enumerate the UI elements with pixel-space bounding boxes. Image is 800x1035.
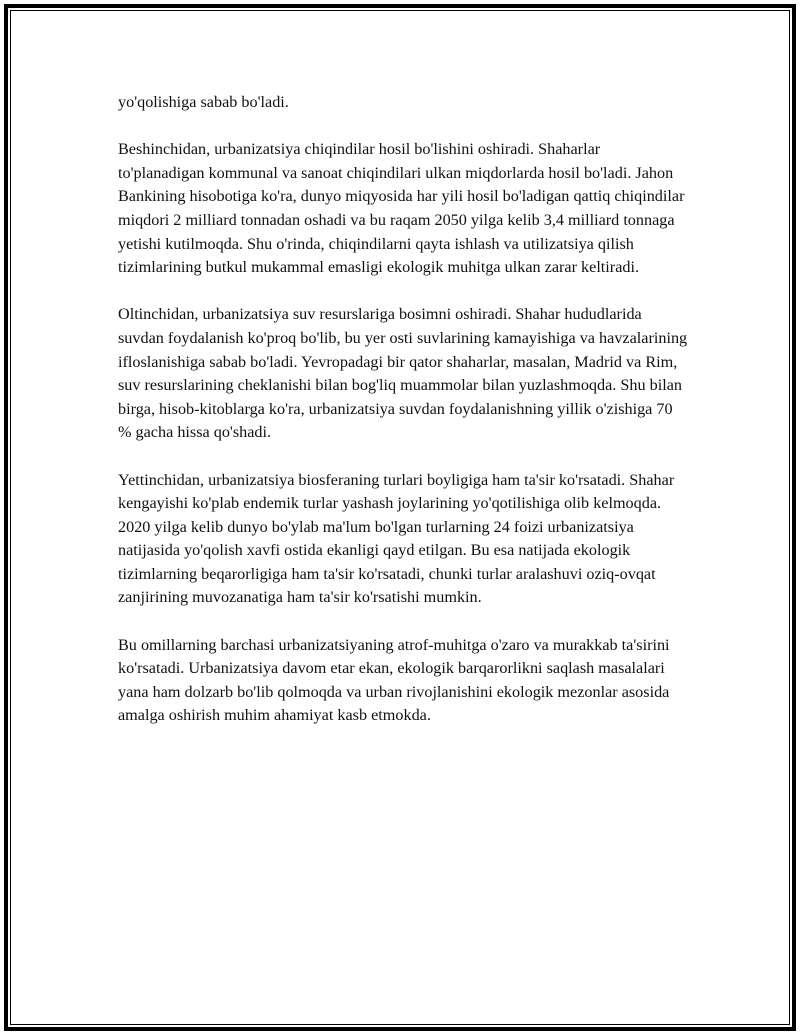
paragraph-seventh-factor: Yettinchidan, urbanizatsiya biosferaning turlari boyligiga ham ta'sir ko'rsatadi. Shahar kengayishi ko'plab endemik turlar yashash joylarining yo'qotilishiga olib kelmoqda. 2020 yilga kelib dunyo bo'ylab ma'lum bo'lgan turlarning 24 foizi urbanizatsiya natijasida yo'qolish xavfi ostida ekanligi qayd etilgan. Bu esa natijada ekologik tizimlarning beqarorligiga ham ta'sir ko'rsatadi, chunki turlar aralashuvi oziq-ovqat zanjirining muvozanatiga ham ta'sir ko'rsatishi mumkin.	[118, 470, 675, 607]
document-body	[118, 91, 690, 752]
paragraph-fifth-factor: Beshinchidan, urbanizatsiya chiqindilar hosil bo'lishini oshiradi. Shaharlar to'planadigan kommunal va sanoat chiqindilari ulkan miqdorlarda hosil bo'ladi. Jahon Bankining hisobotiga ko'ra, dunyo miqyosida har yili hosil bo'ladigan qattiq chiqindilar miqdori 2 milliard tonnadan oshadi va bu raqam 2050 yilga kelib 3,4 milliard tonnaga yetishi kutilmoqda. Shu o'rinda, chiqindilarni qayta ishlash va utilizatsiya qilish tizimlarining butkul mukammal emasligi ekologik muhitga ulkan zarar keltiradi.	[118, 140, 685, 277]
paragraph-conclusion: Bu omillarning barchasi urbanizatsiyaning atrof-muhitga o'zaro va murakkab ta'sirini ko'rsatadi. Urbanizatsiya davom etar ekan, ekologik barqarorlikni saqlash masalalari yana ham dolzarb bo'lib qolmoqda va urban rivojlanishini ekologik mezonlar asosida amalga oshirish muhim ahamiyat kasb etmokda.	[118, 635, 670, 725]
paragraph-sixth-factor: Oltinchidan, urbanizatsiya suv resurslariga bosimni oshiradi. Shahar hududlarida suvdan foydalanish ko'proq bo'lib, bu yer osti suvlarining kamayishiga va havzalarining ifloslanishiga sabab bo'ladi. Yevropadagi bir qator shaharlar, masalan, Madrid va Rim, suv resurslarining cheklanishi bilan bog'liq muammolar bilan yuzlashmoqda. Shu bilan birga, hisob-kitoblarga ko'ra, urbanizatsiya suvdan foydalanishning yillik o'zishiga 70 % gacha hissa qo'shadi.	[118, 305, 688, 442]
paragraph-continuation: yo'qolishiga sabab bo'ladi.	[118, 93, 289, 111]
